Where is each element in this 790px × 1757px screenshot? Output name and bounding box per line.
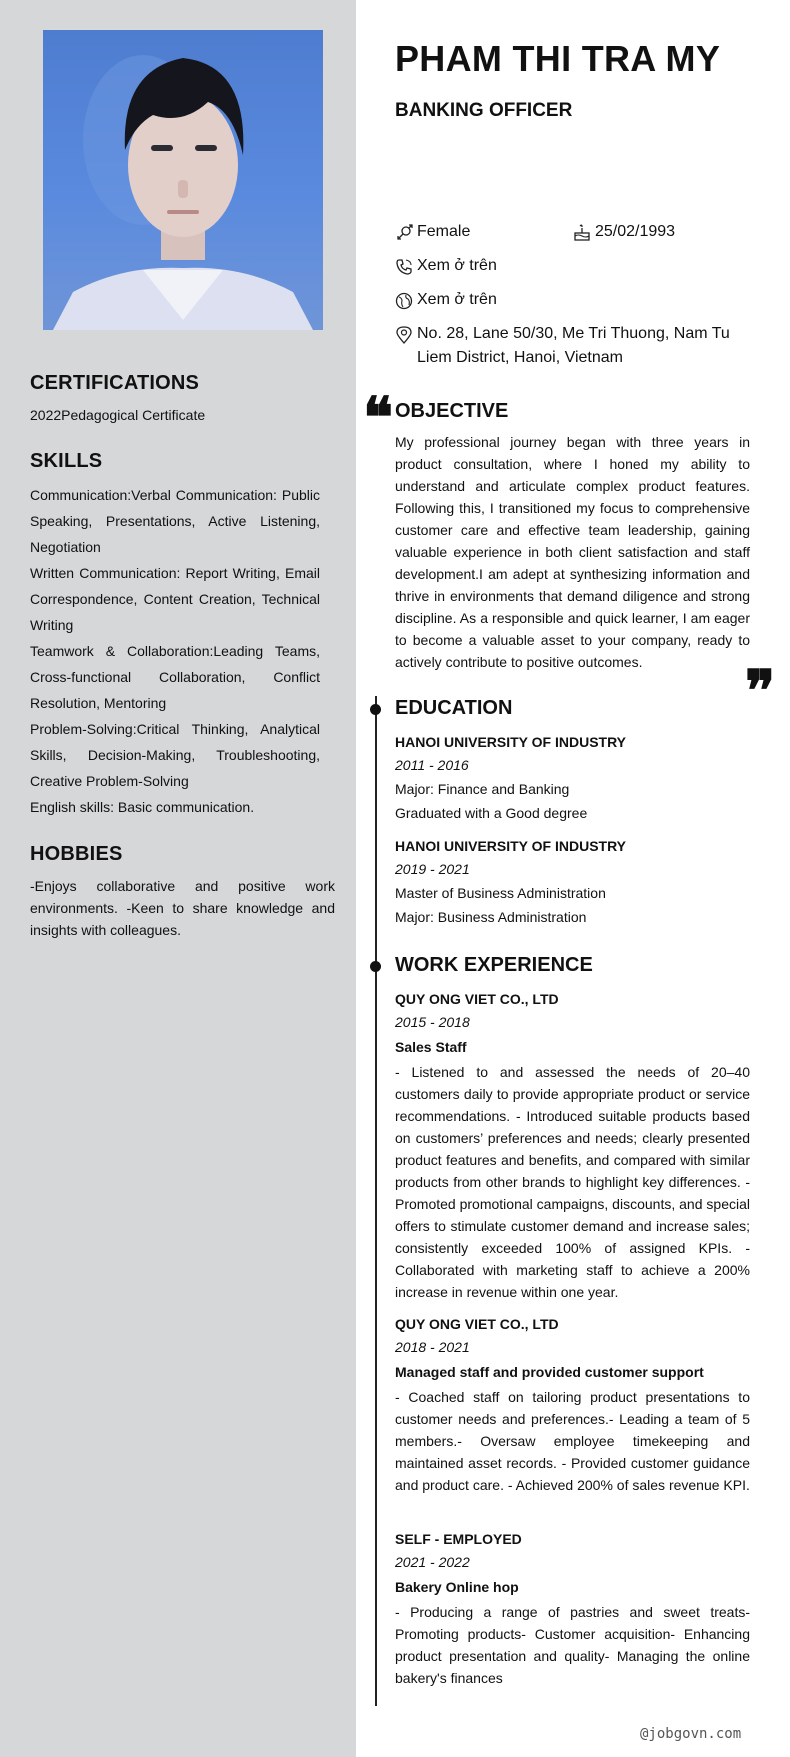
skill-item: Communication:Verbal Communication: Public Speaking, Presentations, Active Listening, Negotiation bbox=[30, 487, 320, 555]
timeline-dot bbox=[370, 704, 381, 715]
objective-text: My professional journey began with three years in product consultation, where I honed my ability to understand and articulate complex product features. Following this, I transitioned my focus to comprehensive customer care and effective team leadership, gaining valuable experience in both client satisfaction and staff development.I am adept at synthesizing information and thrive in environments that demand diligence and strong discipline. As a responsible and quick learner, I am eager to become a valuable asset to your company, ready to actively contribute to positive outcomes. bbox=[395, 434, 750, 670]
education-detail: Graduated with a Good degree bbox=[395, 805, 588, 821]
gender-icon bbox=[395, 224, 413, 242]
certification-item: 2022Pedagogical Certificate bbox=[30, 407, 206, 423]
education-school: HANOI UNIVERSITY OF INDUSTRY bbox=[395, 734, 627, 750]
sidebar bbox=[0, 0, 356, 1757]
globe-icon bbox=[395, 292, 413, 310]
experience-company: QUY ONG VIET CO., LTD bbox=[395, 991, 559, 1007]
profile-photo bbox=[43, 30, 323, 330]
experience-period: 2015 - 2018 bbox=[395, 1014, 470, 1030]
hobbies-heading: HOBBIES bbox=[30, 843, 123, 865]
education-detail: Major: Business Administration bbox=[395, 909, 587, 925]
experience-role: Sales Staff bbox=[395, 1039, 467, 1055]
candidate-name: PHAM THI TRA MY bbox=[395, 38, 721, 79]
experience-description: - Coached staff on tailoring product presentations to customer needs and preferences.- Leading a team of 5 members.- Oversaw employee timekeeping and maintained asset records. - Provided customer guidance and product care. - Achieved 200% of sales revenue KPI. bbox=[395, 1389, 750, 1493]
timeline-line bbox=[375, 696, 377, 1706]
location-pin-icon bbox=[395, 326, 413, 344]
certifications-heading: CERTIFICATIONS bbox=[30, 372, 200, 394]
cake-icon bbox=[573, 224, 591, 242]
timeline-dot bbox=[370, 961, 381, 972]
experience-company: SELF - EMPLOYED bbox=[395, 1531, 522, 1547]
education-detail: Major: Finance and Banking bbox=[395, 781, 570, 797]
education-school: HANOI UNIVERSITY OF INDUSTRY bbox=[395, 838, 627, 854]
job-title: BANKING OFFICER bbox=[395, 100, 573, 121]
gender-value: Female bbox=[417, 223, 471, 240]
skill-item: English skills: Basic communication. bbox=[30, 799, 255, 815]
experience-description: - Producing a range of pastries and sweet treats- Promoting products- Customer acquisition- Enhancing product presentation and quality- Managing the online bakery's finances bbox=[395, 1604, 750, 1686]
address-line-2: Liem District, Hanoi, Vietnam bbox=[417, 349, 623, 366]
birthdate-value: 25/02/1993 bbox=[595, 223, 676, 240]
watermark: @jobgovn.com bbox=[640, 1726, 742, 1742]
address-line-1: No. 28, Lane 50/30, Me Tri Thuong, Nam Tu bbox=[417, 325, 730, 342]
hobbies-text: -Enjoys collaborative and positive work environments. -Keen to share knowledge and insights with colleagues. bbox=[30, 878, 335, 938]
phone-value: Xem ở trên bbox=[417, 257, 497, 274]
website-value: Xem ở trên bbox=[417, 291, 497, 308]
skill-item: Written Communication: Report Writing, Email Correspondence, Content Creation, Technical Writing bbox=[30, 565, 320, 633]
experience-period: 2018 - 2021 bbox=[395, 1339, 470, 1355]
education-period: 2011 - 2016 bbox=[395, 757, 469, 773]
close-quote-icon: ❞ bbox=[745, 658, 776, 724]
skill-item: Problem-Solving:Critical Thinking, Analytical Skills, Decision-Making, Troubleshooting, Creative Problem-Solving bbox=[30, 721, 320, 789]
phone-icon bbox=[395, 258, 413, 276]
objective-heading: OBJECTIVE bbox=[395, 400, 509, 422]
experience-period: 2021 - 2022 bbox=[395, 1554, 470, 1570]
open-quote-icon: ❝ bbox=[363, 385, 394, 451]
skill-item: Teamwork & Collaboration:Leading Teams, Cross-functional Collaboration, Conflict Resolution, Mentoring bbox=[30, 643, 320, 711]
experience-role: Bakery Online hop bbox=[395, 1579, 519, 1595]
education-period: 2019 - 2021 bbox=[395, 861, 470, 877]
skills-list bbox=[30, 482, 320, 820]
education-detail: Master of Business Administration bbox=[395, 885, 606, 901]
education-heading: EDUCATION bbox=[395, 697, 513, 719]
experience-description: - Listened to and assessed the needs of 20–40 customers daily to provide appropriate product or service recommendations. - Introduced suitable products based on customers’ preferences and needs; clearly presented product features and benefits, and compared with similar products from other brands to highlight key differences. - Promoted promotional campaigns, discounts, and special offers to stimulate customer demand and increase sales; consistently exceeded 100% of assigned KPIs. - Collaborated with marketing staff to achieve a 200% increase in revenue within one year. bbox=[395, 1064, 750, 1300]
experience-company: QUY ONG VIET CO., LTD bbox=[395, 1316, 559, 1332]
skills-heading: SKILLS bbox=[30, 450, 103, 472]
experience-heading: WORK EXPERIENCE bbox=[395, 954, 593, 976]
experience-role: Managed staff and provided customer support bbox=[395, 1364, 704, 1380]
